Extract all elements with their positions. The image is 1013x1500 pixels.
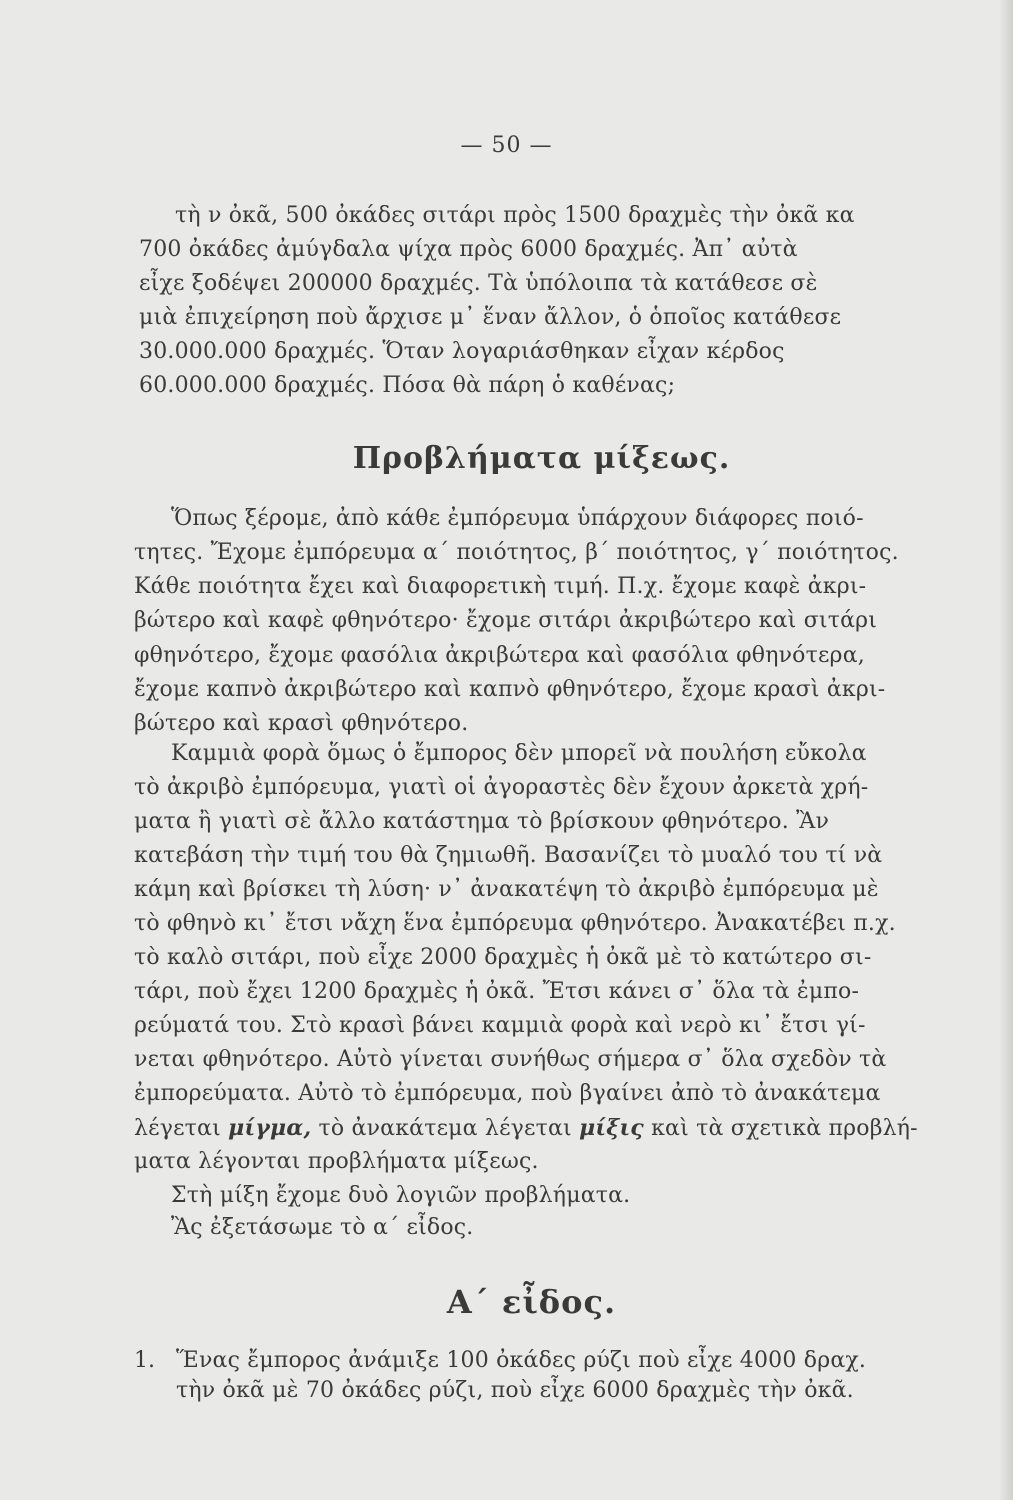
text-line: τητες. Ἔχομε ἐμπόρευμα α΄ ποιότητος, β΄ ποιότητος, γ΄ ποιότητος. xyxy=(134,540,899,565)
term-migma: μίγμα, xyxy=(228,1115,312,1141)
text-line: κάμη καὶ βρίσκει τὴ λύση· ν᾽ ἀνακατέψη τὸ ἀκριβὸ ἐμπόρευμα μὲ xyxy=(134,877,879,902)
text-line: κατεβάση τὴν τιμή του θὰ ζημιωθῆ. Βασανίζει τὸ μυαλό του τί νὰ xyxy=(134,843,883,868)
text-line: Ἂς ἐξετάσωμε τὸ α΄ εἶδος. xyxy=(171,1215,474,1240)
text-line: εἶχε ξοδέψει 200000 δραχμές. Τὰ ὑπόλοιπα τὰ κατάθεσε σὲ xyxy=(139,271,818,296)
definition-text: καὶ τὰ σχετικὰ προβλή- xyxy=(643,1116,918,1141)
subsection-heading: Α΄ εἶδος. xyxy=(446,1283,617,1321)
text-line: 30.000.000 δραχμές. Ὅταν λογαριάσθηκαν εἶχαν κέρδος xyxy=(139,339,785,364)
definition-line xyxy=(134,1113,918,1144)
text-line: τὸ φθηνὸ κι᾽ ἔτσι νἄχη ἕνα ἐμπόρευμα φθηνότερο. Ἀνακατέβει π.χ. xyxy=(134,911,896,936)
text-line: ματα ἢ γιατὶ σὲ ἄλλο κατάστημα τὸ βρίσκουν φθηνότερο. Ἂν xyxy=(134,809,830,834)
text-line: Ὅπως ξέρομε, ἀπὸ κάθε ἐμπόρευμα ὑπάρχουν διάφορες ποιό- xyxy=(171,506,864,531)
text-line: μιὰ ἐπιχείρηση ποὺ ἄρχισε μ᾽ ἕναν ἄλλον, ὁ ὁποῖος κατάθεσε xyxy=(139,305,842,330)
text-line: φθηνότερο, ἔχομε φασόλια ἀκριβώτερα καὶ φασόλια φθηνότερα, xyxy=(134,643,865,668)
text-line: ἔχομε καπνὸ ἀκριβώτερο καὶ καπνὸ φθηνότερο, ἔχομε κρασὶ ἀκρι- xyxy=(134,677,886,702)
text-line: 60.000.000 δραχμές. Πόσα θὰ πάρη ὁ καθένας; xyxy=(139,373,676,398)
text-line: τάρι, ποὺ ἔχει 1200 δραχμὲς ἡ ὀκᾶ. Ἔτσι κάνει σ᾽ ὅλα τὰ ἐμπο- xyxy=(134,979,860,1004)
text-line: 700 ὀκάδες ἀμύγδαλα ψίχα πρὸς 6000 δραχμές. Ἀπ᾽ αὐτὰ xyxy=(139,237,798,262)
text-line: Κάθε ποιότητα ἔχει καὶ διαφορετικὴ τιμή. Π.χ. ἔχομε καφὲ ἀκρι- xyxy=(134,574,867,599)
text-line: ματα λέγονται προβλήματα μίξεως. xyxy=(134,1149,539,1174)
text-line: Καμμιὰ φορὰ ὅμως ὁ ἔμπορος δὲν μπορεῖ νὰ πουλήση εὔκολα xyxy=(171,741,867,766)
text-line: βώτερο καὶ καφὲ φθηνότερο· ἔχομε σιτάρι ἀκριβώτερο καὶ σιτάρι xyxy=(134,608,878,633)
text-line: νεται φθηνότερο. Αὐτὸ γίνεται συνήθως σήμερα σ᾽ ὅλα σχεδὸν τὰ xyxy=(134,1047,887,1072)
problem-number: 1. xyxy=(134,1348,155,1373)
section-heading: Προβλήματα μίξεως. xyxy=(352,441,731,476)
definition-text: τὸ ἀνακάτεμα λέγεται xyxy=(311,1116,580,1141)
text-line: ἐμπορεύματα. Αὐτὸ τὸ ἐμπόρευμα, ποὺ βγαίνει ἀπὸ τὸ ἀνακάτεμα xyxy=(134,1081,881,1106)
text-line: τὸ καλὸ σιτάρι, ποὺ εἶχε 2000 δραχμὲς ἡ ὀκᾶ μὲ τὸ κατώτερο σι- xyxy=(134,945,872,970)
text-line: βώτερο καὶ κρασὶ φθηνότερο. xyxy=(134,711,469,736)
term-mixis: μίξις xyxy=(579,1115,644,1141)
problem-text-line: τὴν ὀκᾶ μὲ 70 ὀκάδες ρύζι, ποὺ εἶχε 6000 δραχμὲς τὴν ὀκᾶ. xyxy=(176,1378,854,1403)
page-edge-shadow xyxy=(999,0,1013,1500)
problem-text-line: Ἕνας ἔμπορος ἀνάμιξε 100 ὀκάδες ρύζι ποὺ εἶχε 4000 δραχ. xyxy=(176,1348,867,1373)
text-line: ρεύματά του. Στὸ κρασὶ βάνει καμμιὰ φορὰ καὶ νερὸ κι᾽ ἔτσι γί- xyxy=(134,1013,866,1038)
text-line: Στὴ μίξη ἔχομε δυὸ λογιῶν προβλήματα. xyxy=(171,1183,631,1208)
definition-text: λέγεται xyxy=(134,1116,229,1141)
page-number: — 50 — xyxy=(460,133,553,158)
text-line: τὸ ἀκριβὸ ἐμπόρευμα, γιατὶ οἱ ἀγοραστὲς δὲν ἔχουν ἀρκετὰ χρή- xyxy=(134,775,869,800)
text-line: τὴ ν ὀκᾶ, 500 ὀκάδες σιτάρι πρὸς 1500 δραχμὲς τὴν ὀκᾶ κα xyxy=(175,203,855,228)
